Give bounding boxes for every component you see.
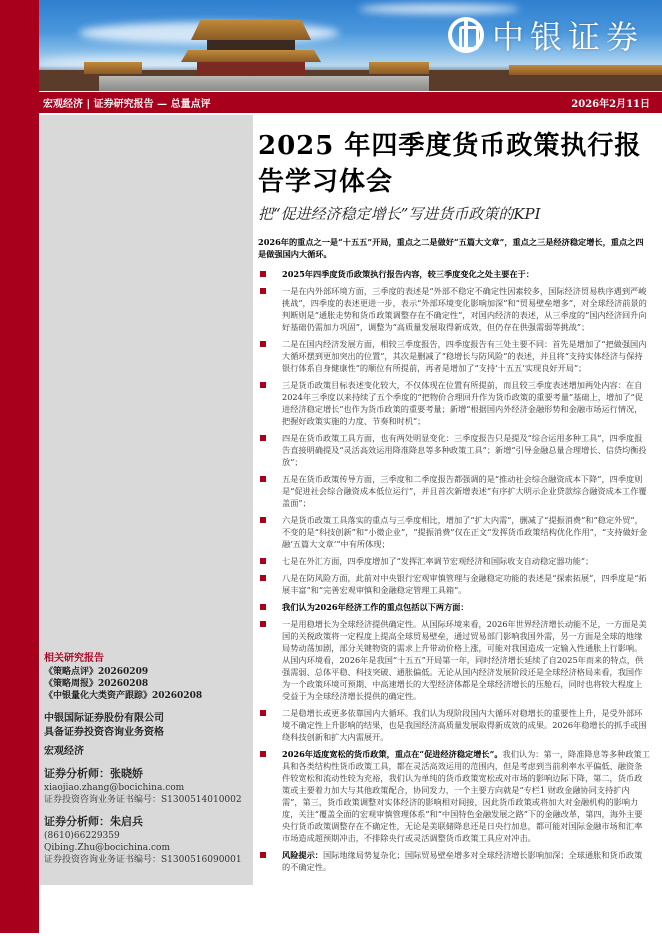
bullet-text: 二是稳增长或更多依靠国内大循环。我们认为现阶段国内大循环对稳增长的重要性上升，是受外部环境不确定性上升影响的结果，也是我国经济高质量发展取得新成效的成果。2026年稳增长的抓手或围绕科技创新和扩大内需展开。 bbox=[282, 708, 647, 742]
report-title: 2025 年四季度货币政策执行报告学习体会 bbox=[258, 131, 642, 197]
square-bullet-icon bbox=[260, 382, 266, 388]
report-summary: 2026年的重点之一是“十五五”开局，重点之二是做好“五篇大文章”，重点之三是经济稳定增长，重点之四是做强国内大循环。 bbox=[258, 237, 644, 259]
square-bullet-icon bbox=[260, 288, 266, 294]
side-hall-roof bbox=[509, 65, 662, 75]
square-bullet-icon bbox=[260, 435, 266, 441]
square-bullet-icon bbox=[260, 751, 266, 757]
analyst-license: 证券投资咨询业务证书编号：S1300514010002 bbox=[44, 795, 242, 805]
list-item bbox=[258, 748, 650, 844]
bullet-text: 八是在防风险方面，此前对中央银行宏观审慎管理与金融稳定功能的表述是“探索拓展”，四季度是“拓展丰富”和“完善宏观审慎和金融稳定管理工具箱”。 bbox=[282, 573, 647, 595]
list-item bbox=[258, 338, 650, 374]
report-category: 宏观经济 | 证券研究报告 — 总量点评 bbox=[43, 99, 211, 110]
company-name: 中银国际证券股份有限公司 bbox=[44, 713, 164, 724]
report-category-bar bbox=[39, 92, 662, 113]
bullet-text: 我们认为：第一，降准降息等多种政策工具和各类结构性货币政策工具，都在灵活高效运用的范围内，但是考虑到当前利率水平偏低、融资条件较宽松和流动性较为充裕，我们认为单纯的货币政策宽松或对市场的影响边际下降，第二，货币政策或主要着力加大与其他政策配合，协同发力，一个主要方向就是“专栏1 财政金融协同支持扩内需”，第三，货币政策调整对实体经济的影响相对间接，因此货币政策或将加大对金融机构的影响力度，关注“覆盖全面的宏观审慎管理体系”和“中国特色金融发展之路”下的金融改革，第四，海外主要央行货币政策调整存在不确定性，无论是美联储降息还是日央行加息，都可能对国际金融市场和汇率市场造成超预期冲击，不排除央行或灵活调整货币政策工具应对冲击。 bbox=[282, 749, 650, 843]
list-item bbox=[258, 618, 650, 702]
bullet-text: 二是在国内经济发展方面，相较三季度报告，四季度报告有三处主要不同：首先是增加了“把做强国内大循环摆到更加突出的位置”，其次是删减了“稳增长与防风险”的表述，并且将“支持实体经济与保持银行体系自身健康性”的顺位有所提前，再者是增加了“支持‘十五五’实现良好开局”； bbox=[282, 339, 647, 373]
related-report-link[interactable]: 《策略周报》20260208 bbox=[44, 679, 149, 689]
bullet-text: 一是用稳增长为全球经济提供确定性。从国际环境来看，2026年世界经济增长动能不足，一方面是美国的关税政策将一定程度上提高全球贸易壁垒，通过贸易部门影响我国外需，另一方面是全球的地缘局势动荡加剧，部分关键物资的需求上升带动价格上涨，可能对我国造成一定输入性通胀上行影响。从国内环境看，2026年是我国“十五五”开局第一年，同时经济增长延续了自2025年而来的特点，供强需弱、总体平稳、科技突破、通胀偏低。无论从国内经济发展阶段还是全球经济格局来看，我国作为一个政策环境可预期、中高速增长的大型经济体都是全球经济增长的压舱石，同时也将较大程度上受益于为全球经济增长提供的确定性。 bbox=[282, 619, 647, 701]
list-item bbox=[258, 379, 650, 427]
sidebar-content bbox=[44, 653, 254, 866]
analyst-email[interactable]: xiaojiao.zhang@bocichina.com bbox=[44, 783, 185, 793]
bullet-heading: 风险提示： bbox=[282, 850, 323, 860]
analyst-email[interactable]: Qibing.Zhu@bocichina.com bbox=[44, 843, 170, 853]
analyst-name: 证券分析师：张晓娇 bbox=[44, 767, 143, 780]
side-hall-roof bbox=[369, 62, 429, 74]
side-hall-roof bbox=[84, 62, 142, 74]
bullet-heading: 我们认为2026年经济工作的重点包括以下两方面： bbox=[282, 602, 469, 612]
bullet-text: 五是在货币政策传导方面，三季度和二季度报告都强调的是“推动社会综合融资成本下降”，四季度则是“促进社会综合融资成本低位运行”，并且首次新增表述“有序扩大明示企业贷款综合融资成本工作覆盖面”； bbox=[282, 474, 647, 508]
left-brand-strip bbox=[0, 0, 39, 933]
main-hall-lower-roof bbox=[181, 50, 321, 62]
analyst-license: 证券投资咨询业务证书编号：S1300516090001 bbox=[44, 855, 242, 865]
main-hall-upper-roof bbox=[191, 20, 311, 40]
main-hall-body bbox=[197, 62, 305, 76]
related-report-link[interactable]: 《中银量化大类资产跟踪》20260208 bbox=[44, 691, 203, 701]
marble-terrace bbox=[99, 76, 429, 91]
report-subtitle: 把“促进经济稳定增长”写进货币政策的KPI bbox=[258, 205, 541, 223]
report-date: 2026年2月11日 bbox=[571, 99, 650, 110]
square-bullet-icon bbox=[260, 271, 266, 277]
list-item bbox=[258, 707, 650, 743]
key-points-list bbox=[258, 268, 650, 873]
square-bullet-icon bbox=[260, 621, 266, 627]
brand-logo bbox=[448, 12, 644, 58]
report-body bbox=[258, 128, 650, 878]
boc-logo-icon bbox=[448, 17, 484, 53]
list-item bbox=[258, 849, 650, 873]
square-bullet-icon bbox=[260, 341, 266, 347]
bullet-text: 国际地缘局势复杂化；国际贸易壁垒增多对全球经济增长影响加深；全球通胀和货币政策的不确定性。 bbox=[282, 850, 643, 872]
square-bullet-icon bbox=[260, 852, 266, 858]
square-bullet-icon bbox=[260, 476, 266, 482]
square-bullet-icon bbox=[260, 558, 266, 564]
analyst-name: 证券分析师：朱启兵 bbox=[44, 815, 143, 828]
list-item bbox=[258, 473, 650, 509]
company-qualification: 具备证券投资咨询业务资格 bbox=[44, 727, 164, 738]
square-bullet-icon bbox=[260, 604, 266, 610]
square-bullet-icon bbox=[260, 575, 266, 581]
related-reports-heading: 相关研究报告 bbox=[44, 653, 104, 664]
bullet-text: 六是货币政策工具落实的重点与三季度相比，增加了“扩大内需”，删减了“提振消费”和“稳定外贸”，不变的是“科技创新”和“小微企业”，“提振消费”仅在正文“发挥货币政策结构优化作用”，“支持做好金融‘五篇大文章’”中有所体现； bbox=[282, 515, 648, 549]
list-item bbox=[258, 285, 650, 333]
bullet-heading: 2026年适度宽松的货币政策，重点在“促进经济稳定增长”。 bbox=[282, 749, 503, 759]
main-hall-upper bbox=[207, 40, 295, 50]
related-report-link[interactable]: 《策略点评》20260209 bbox=[44, 667, 149, 677]
bullet-heading: 2025年四季度货币政策执行报告内容，较三季度变化之处主要在于： bbox=[282, 269, 535, 279]
square-bullet-icon bbox=[260, 710, 266, 716]
list-item bbox=[258, 268, 650, 280]
bullet-text: 七是在外汇方面，四季度增加了“发挥汇率调节宏观经济和国际收支自动稳定器功能”； bbox=[282, 556, 594, 566]
bullet-text: 一是在内外部环境方面，三季度的表述是“外部不稳定不确定性因素较多，国际经济贸易秩序遇到严峻挑战”，四季度的表述更进一步，表示“外部环境变化影响加深”和“贸易壁垒增多”，对全球经济前景的判断则是“通胀走势和货币政策调整存在不确定性”，对国内经济的表述，从三季度的“国内经济回升向好基础仍需加力巩固”，调整为“高质量发展取得新成效，但仍存在供强需弱等挑战”； bbox=[282, 286, 647, 332]
list-item bbox=[258, 572, 650, 596]
sector-label: 宏观经济 bbox=[44, 746, 84, 757]
square-bullet-icon bbox=[260, 517, 266, 523]
analyst-phone: (8610)66229359 bbox=[44, 831, 120, 841]
bullet-text: 四是在货币政策工具方面，也有两处明显变化：三季度报告只是提及“综合运用多种工具”，四季度报告直接明确提及“灵活高效运用降准降息等多种政策工具”；新增“引导金融总量合理增长、信贷均衡投放”； bbox=[282, 433, 647, 467]
header-banner-image bbox=[39, 0, 662, 91]
brand-logo-text: 中银证券 bbox=[491, 18, 644, 56]
list-item bbox=[258, 555, 650, 567]
list-item bbox=[258, 432, 650, 468]
list-item bbox=[258, 601, 650, 613]
list-item bbox=[258, 514, 650, 550]
bullet-text: 三是货币政策目标表述变化较大，不仅体现在位置有所提前，而且较三季度表述增加两处内容：在自2024年三季度以来持续了五个季度的“把物价合理回升作为货币政策的重要考量”基础上，增加了“促进经济稳定增长”也作为货币政策的重要考量；新增“根据国内外经济金融形势和金融市场运行情况，把握好政策实施的力度、节奏和时机”； bbox=[282, 380, 643, 426]
